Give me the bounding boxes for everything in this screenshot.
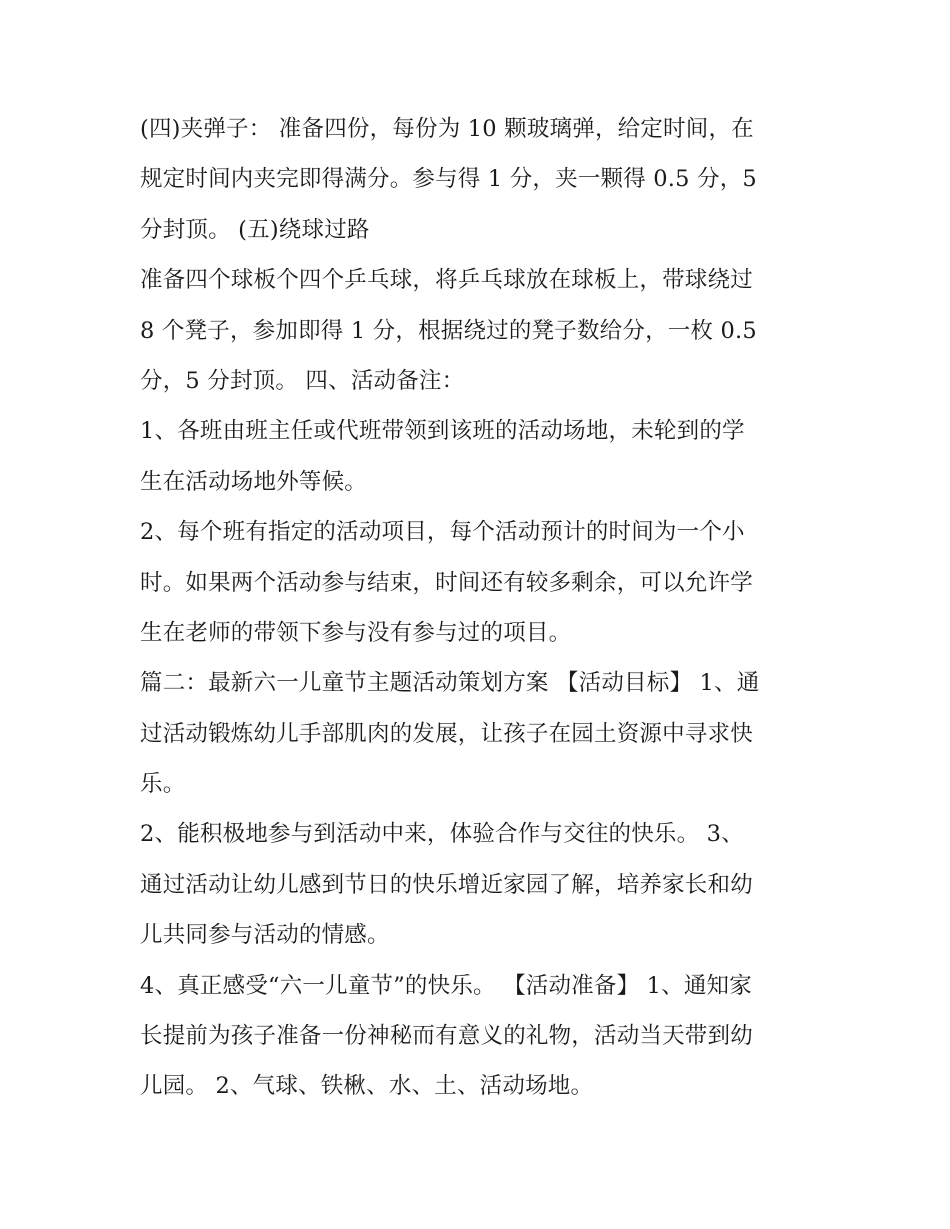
text-line: 生在老师的带领下参与没有参与过的项目。 — [140, 619, 572, 646]
text-line: 规定时间内夹完即得满分。参与得 1 分，夹一颗得 0.5 分，5 — [140, 166, 757, 193]
text-line: (四)夹弹子： 准备四份，每份为 10 颗玻璃弹，给定时间，在 — [140, 116, 754, 142]
text-line: 准备四个球板个四个乒乓球，将乒乓球放在球板上，带球绕过 — [140, 267, 753, 294]
text-line: 4、真正感受“六一儿童节”的快乐。 【活动准备】 1、通知家 — [140, 972, 752, 999]
text-line: 乐。 — [140, 771, 186, 798]
text-line: 时。如果两个活动参与结束，时间还有较多剩余，可以允许学 — [140, 569, 753, 596]
text-line: 1、各班由班主任或代班带领到该班的活动场地，未轮到的学 — [140, 418, 745, 445]
text-line: 通过活动让幼儿感到节日的快乐增近家园了解，培养家长和幼 — [140, 871, 753, 898]
text-line: 篇二：最新六一儿童节主题活动策划方案 【活动目标】 1、通 — [140, 670, 760, 697]
text-line: 长提前为孩子准备一份神秘而有意义的礼物，活动当天带到幼 — [140, 1023, 753, 1050]
text-line: 分封顶。 (五)绕球过路 — [140, 216, 370, 243]
text-line: 儿园。 2、气球、铁楸、水、土、活动场地。 — [140, 1073, 594, 1100]
text-line: 儿共同参与活动的情感。 — [140, 922, 390, 949]
text-line: 2、每个班有指定的活动项目，每个活动预计的时间为一个小 — [140, 519, 745, 546]
text-line: 过活动锻炼幼儿手部肌肉的发展，让孩子在园土资源中寻求快 — [140, 720, 753, 747]
text-line: 分，5 分封顶。 四、活动备注： — [140, 367, 465, 394]
text-line: 2、能积极地参与到活动中来，体验合作与交往的快乐。 3、 — [140, 821, 744, 848]
text-line: 8 个凳子，参加即得 1 分，根据绕过的凳子数给分，一枚 0.5 — [140, 317, 757, 344]
document-body — [140, 104, 820, 1112]
text-line: 生在活动场地外等候。 — [140, 468, 368, 495]
